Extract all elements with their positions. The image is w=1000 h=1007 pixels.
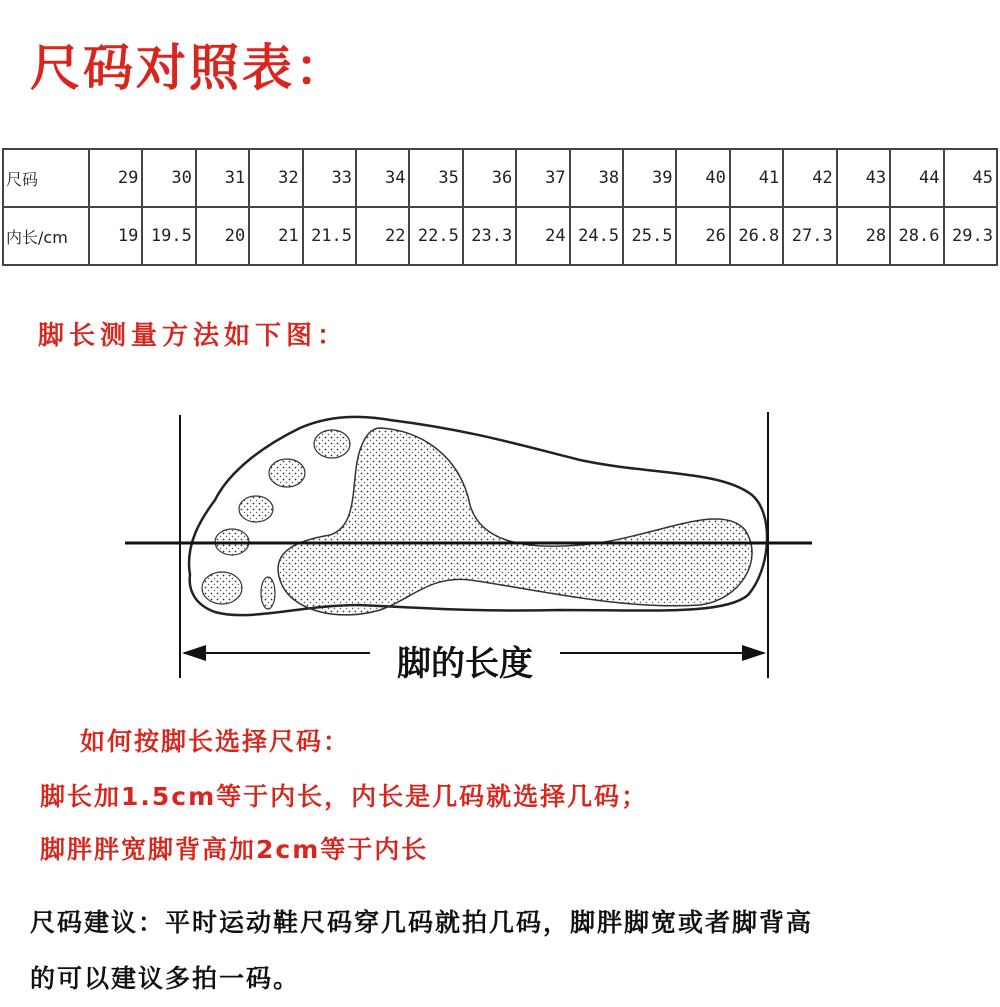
- size-cell: 44: [890, 149, 943, 207]
- length-cell: 26: [676, 207, 729, 265]
- length-cell: 19.5: [142, 207, 195, 265]
- size-cell: 41: [730, 149, 783, 207]
- size-row-label: 尺码: [3, 149, 89, 207]
- length-cell: 26.8: [730, 207, 783, 265]
- length-cell: 23.3: [463, 207, 516, 265]
- length-cell: 22.5: [409, 207, 462, 265]
- length-cell: 28: [837, 207, 890, 265]
- size-cell: 31: [196, 149, 249, 207]
- size-cell: 43: [837, 149, 890, 207]
- size-advice: [30, 895, 985, 1007]
- size-row: [3, 149, 997, 207]
- foot-length-label: 脚的长度: [370, 636, 560, 685]
- size-cell: 42: [783, 149, 836, 207]
- size-advice-line-2: 的可以建议多拍一码。: [30, 964, 301, 993]
- size-cell: 33: [303, 149, 356, 207]
- length-cell: 28.6: [890, 207, 943, 265]
- length-cell: 19: [89, 207, 142, 265]
- length-cell: 24: [516, 207, 569, 265]
- length-row-label: 内长/cm: [3, 207, 89, 265]
- size-cell: 29: [89, 149, 142, 207]
- size-cell: 35: [409, 149, 462, 207]
- size-advice-line-1: 尺码建议：平时运动鞋尺码穿几码就拍几码，脚胖脚宽或者脚背高: [30, 908, 814, 937]
- length-cell: 22: [356, 207, 409, 265]
- length-cell: 25.5: [623, 207, 676, 265]
- size-cell: 40: [676, 149, 729, 207]
- length-cell: 20: [196, 207, 249, 265]
- size-cell: 32: [249, 149, 302, 207]
- length-cell: 29.3: [944, 207, 998, 265]
- length-cell: 21.5: [303, 207, 356, 265]
- how-to-heading: 如何按脚长选择尺码：: [80, 727, 351, 756]
- how-to-rule-1: 脚长加1.5cm等于内长，内长是几码就选择几码；: [40, 782, 649, 811]
- length-row: [3, 207, 997, 265]
- page-title: 尺码对照表：: [30, 39, 348, 97]
- how-to-rule-2: 脚胖胖宽脚背高加2cm等于内长: [40, 835, 429, 864]
- size-cell: 45: [944, 149, 998, 207]
- size-cell: 38: [570, 149, 623, 207]
- length-cell: 21: [249, 207, 302, 265]
- size-cell: 36: [463, 149, 516, 207]
- size-cell: 30: [142, 149, 195, 207]
- measure-method-title: 脚长测量方法如下图：: [38, 321, 349, 351]
- size-cell: 39: [623, 149, 676, 207]
- length-cell: 24.5: [570, 207, 623, 265]
- size-chart-table: [2, 148, 998, 266]
- size-cell: 34: [356, 149, 409, 207]
- length-cell: 27.3: [783, 207, 836, 265]
- size-cell: 37: [516, 149, 569, 207]
